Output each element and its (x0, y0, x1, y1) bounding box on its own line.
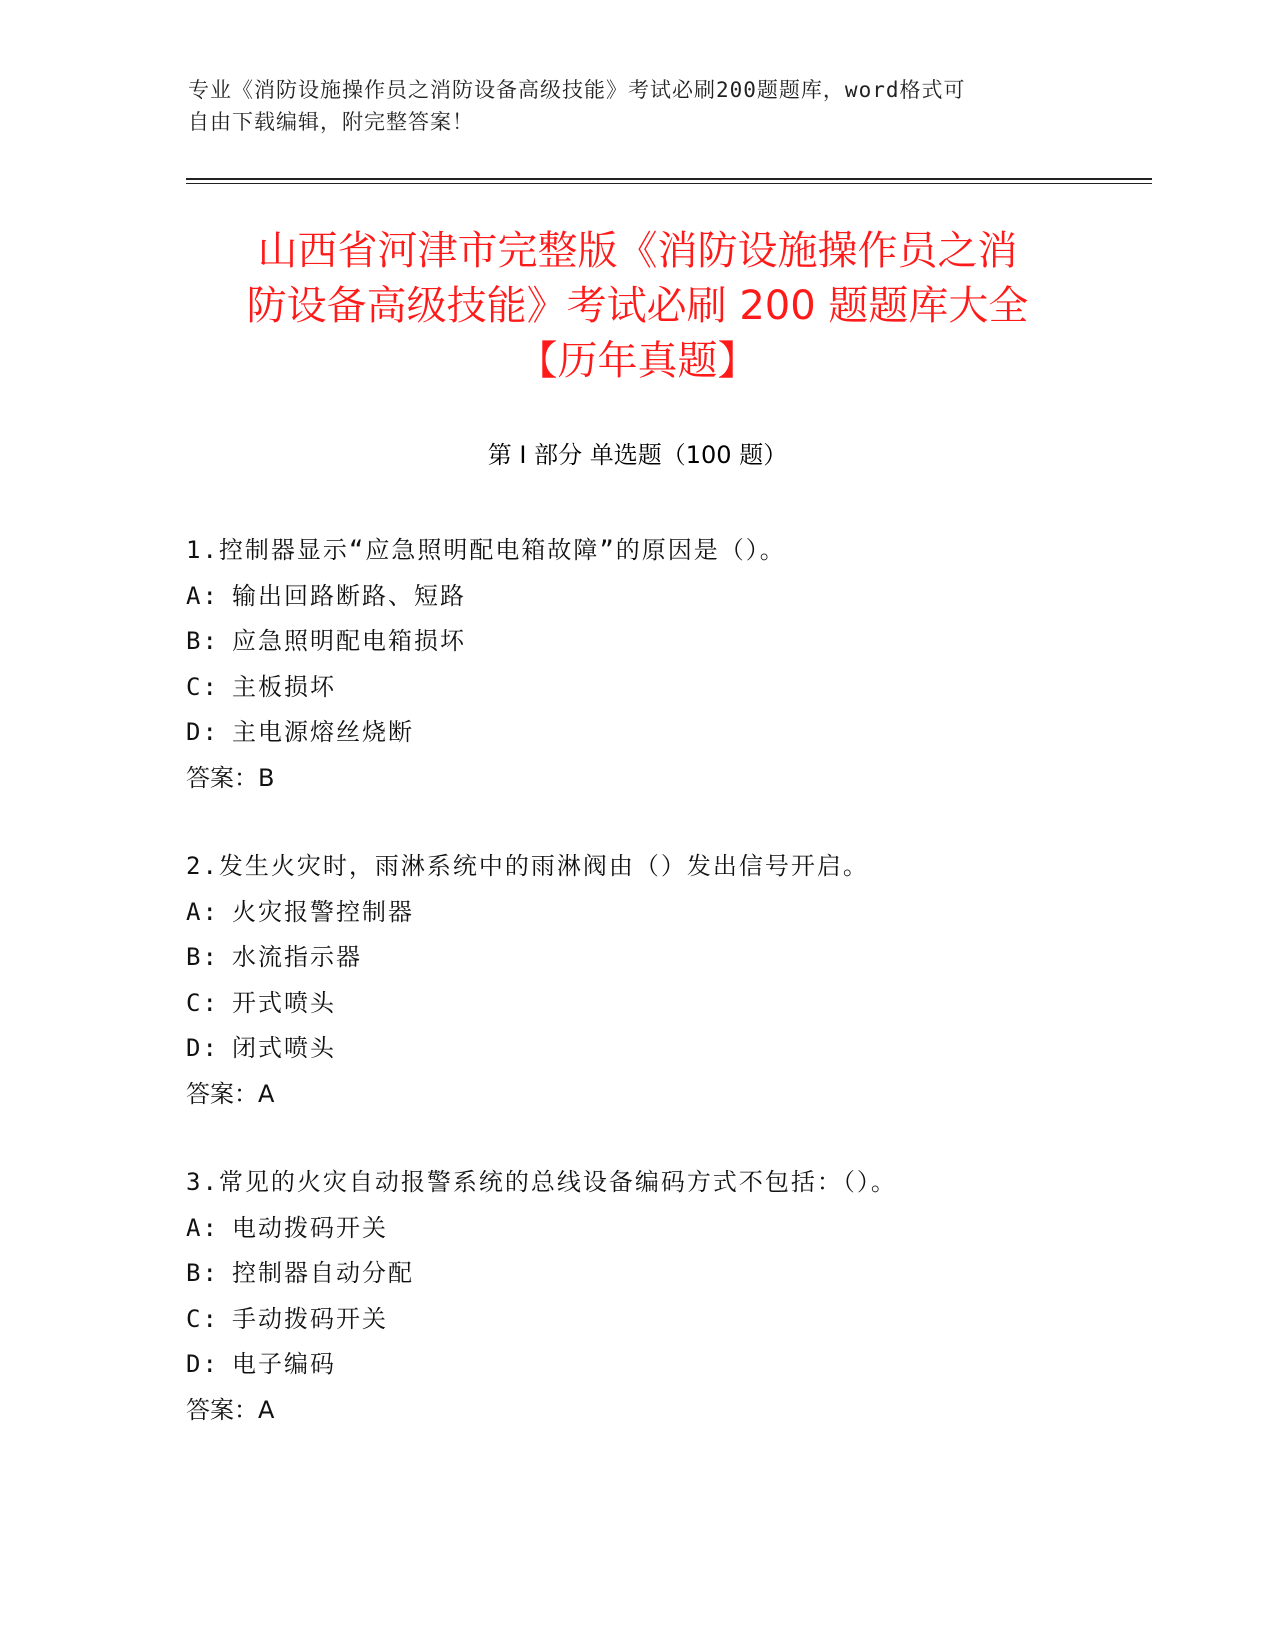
header-note-line-1: 专业《消防设施操作员之消防设备高级技能》考试必刷200题题库，word格式可 (188, 78, 966, 102)
question-item (186, 1160, 1146, 1433)
question-option (186, 619, 1146, 665)
question-option (186, 710, 1146, 756)
section-heading: 第 I 部分 单选题（100 题） (487, 441, 788, 469)
question-item (186, 528, 1146, 801)
option-text: 主电源熔丝烧断 (232, 718, 414, 746)
option-letter: D: (186, 1350, 219, 1378)
option-letter: B: (186, 627, 219, 655)
option-letter: D: (186, 1034, 219, 1062)
question-item (186, 844, 1146, 1117)
question-option (186, 1251, 1146, 1297)
option-letter: A: (186, 1213, 219, 1242)
option-text: 应急照明配电箱损坏 (232, 627, 466, 655)
option-text: 电动拨码开关 (232, 1213, 388, 1242)
question-stem: 3.常见的火灾自动报警系统的总线设备编码方式不包括：（）。 (186, 1168, 897, 1196)
option-letter: B: (186, 1259, 219, 1287)
question-option (186, 890, 1146, 936)
question-list (186, 528, 1146, 1476)
option-text: 电子编码 (232, 1350, 336, 1378)
option-letter: C: (186, 1304, 219, 1333)
option-letter: B: (186, 943, 219, 971)
question-option (186, 1297, 1146, 1343)
option-letter: A: (186, 897, 219, 926)
document-title-line-2: 防设备高级技能》考试必刷 200 题题库大全 (246, 283, 1029, 329)
question-answer: 答案：A (186, 1395, 275, 1424)
header-note (188, 74, 1068, 138)
question-option (186, 935, 1146, 981)
question-answer: 答案：B (186, 763, 275, 792)
question-answer: 答案：A (186, 1079, 275, 1108)
question-option (186, 1026, 1146, 1072)
option-text: 开式喷头 (232, 988, 336, 1017)
option-text: 输出回路断路、短路 (232, 581, 466, 610)
option-letter: D: (186, 718, 219, 746)
option-text: 主板损坏 (232, 672, 336, 701)
option-text: 闭式喷头 (232, 1034, 336, 1062)
question-stem: 2.发生火灾时，雨淋系统中的雨淋阀由（）发出信号开启。 (186, 852, 869, 880)
option-text: 控制器自动分配 (232, 1259, 414, 1287)
option-text: 火灾报警控制器 (232, 897, 414, 926)
option-letter: A: (186, 581, 219, 610)
question-option (186, 1206, 1146, 1252)
option-letter: C: (186, 672, 219, 701)
header-note-line-2: 自由下载编辑，附完整答案！ (188, 110, 474, 134)
question-stem: 1.控制器显示“应急照明配电箱故障”的原因是（）。 (186, 536, 786, 564)
question-option (186, 574, 1146, 620)
document-title-line-1: 山西省河津市完整版《消防设施操作员之消 (257, 228, 1018, 274)
question-option (186, 665, 1146, 711)
header-divider-thin (186, 183, 1152, 184)
header-divider-thick (186, 178, 1152, 180)
option-text: 水流指示器 (232, 943, 362, 971)
document-title (150, 224, 1125, 389)
document-title-line-3: 【历年真题】 (517, 338, 758, 384)
option-letter: C: (186, 988, 219, 1017)
question-option (186, 981, 1146, 1027)
option-text: 手动拨码开关 (232, 1304, 388, 1333)
question-option (186, 1342, 1146, 1388)
